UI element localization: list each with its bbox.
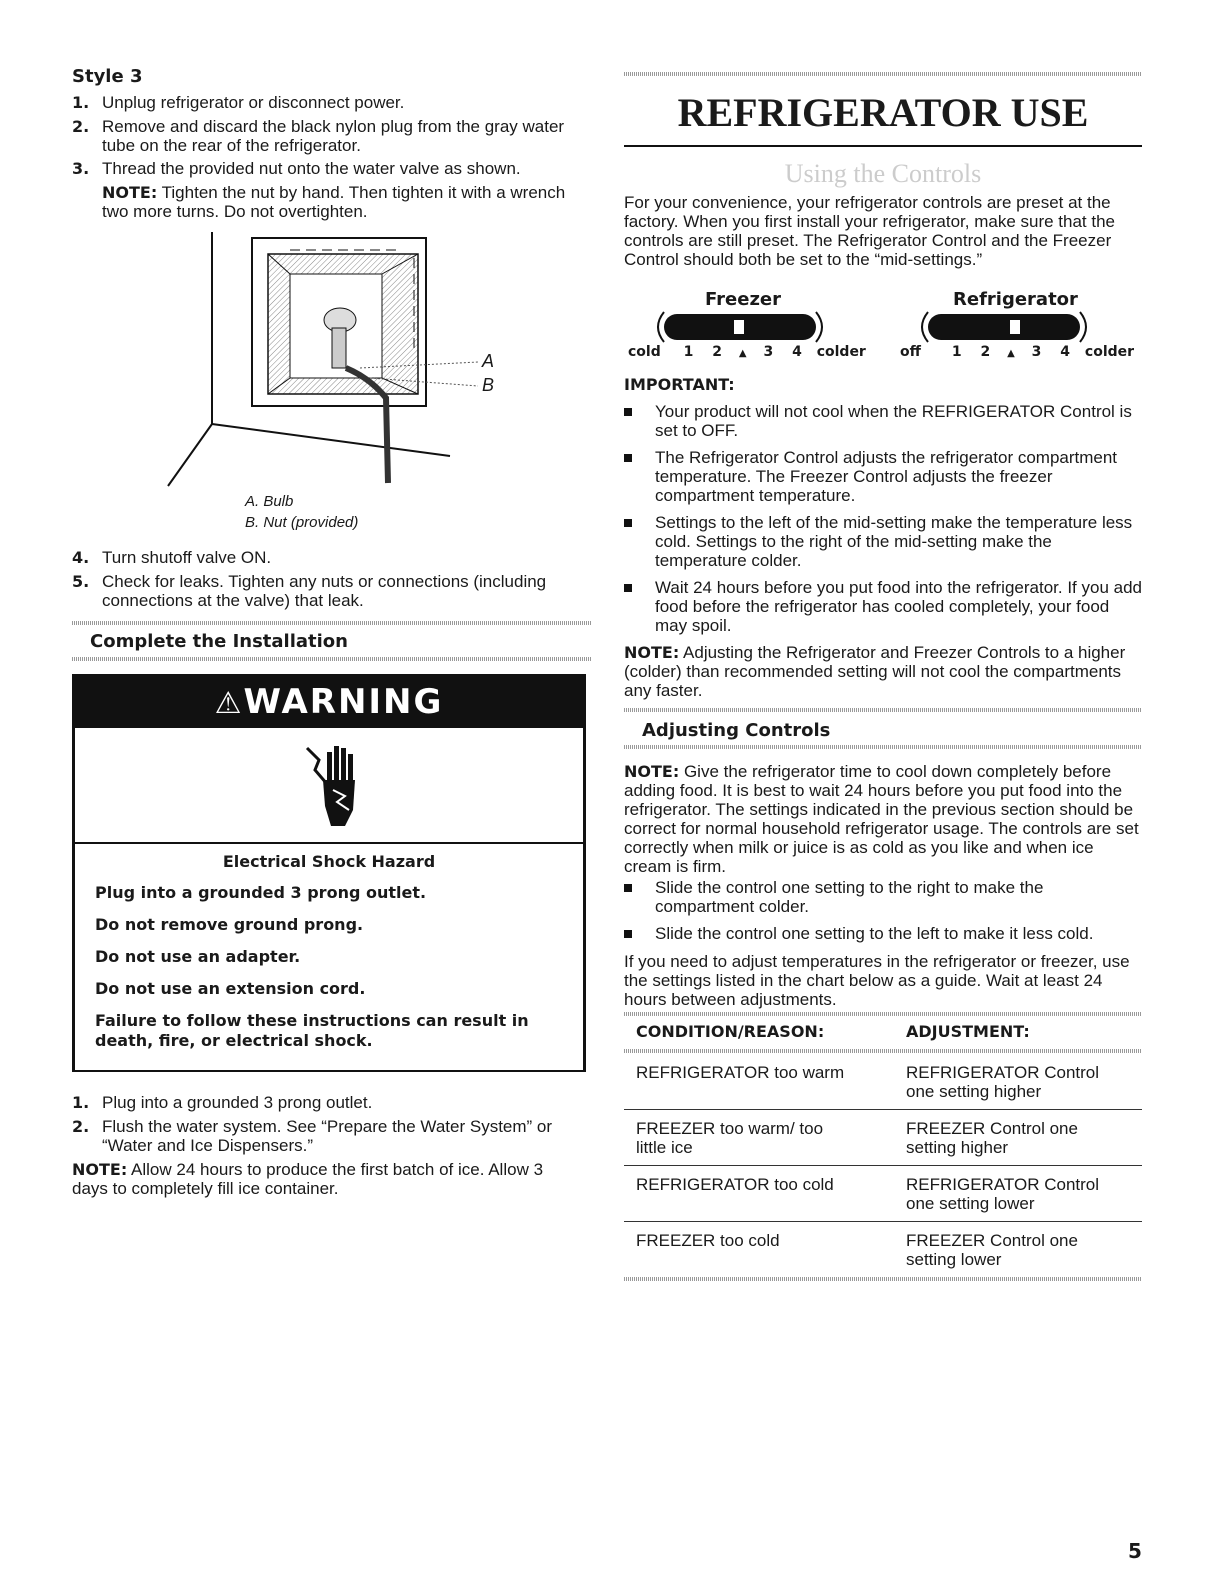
adjusting-note: NOTE: Give the refrigerator time to cool down completely before adding food. It is best to wait 24 hours before you put food into the refrigerator. The settings indicated in the previous section should be correct for normal household refrigerator usage. The controls are set correctly when milk or juice is as cold as you like and when ice cream is firm.: [624, 762, 1139, 876]
refrigerator-slider: [914, 310, 1094, 344]
water-valve-figure: [160, 228, 520, 488]
freezer-slider-knob: [734, 320, 744, 334]
intro-paragraph: For your convenience, your refrigerator controls are preset at the factory. When you first install your refrigerator, make sure that the controls are still preset. The Refrigerator Control and the Freezer Control should both be set to the “mid-settings.”: [624, 193, 1115, 269]
page-title: REFRIGERATOR USE: [677, 90, 1089, 135]
important-item: The Refrigerator Control adjusts the refrigerator compartment temperature. The Freezer Control adjusts the freezer compartment temperature.: [624, 448, 1144, 505]
warning-item: Do not use an extension cord.: [95, 979, 366, 998]
bullet-icon: [624, 584, 632, 592]
divider: [624, 1012, 1142, 1016]
complete-installation-heading: Complete the Installation: [90, 631, 348, 652]
adjust-item: Slide the control one setting to the left to make it less cold.: [624, 924, 1144, 943]
table-row-divider: [624, 1109, 1142, 1110]
important-item: Settings to the left of the mid-setting make the temperature less cold. Settings to the right of the mid-setting make the temperature colder.: [624, 513, 1144, 570]
caption-nut: B. Nut (provided): [245, 514, 359, 531]
bullet-icon: [624, 408, 632, 416]
style-heading: Style 3: [72, 66, 143, 87]
table-header-adjustment: ADJUSTMENT:: [906, 1022, 1030, 1041]
adjust-guide-paragraph: If you need to adjust temperatures in the refrigerator or freezer, use the settings listed in the chart below as a guide. Wait at least 24 hours between adjustments.: [624, 952, 1130, 1009]
section-subtitle: Using the Controls: [784, 159, 982, 188]
refrigerator-label: Refrigerator: [953, 289, 1078, 310]
note-tighten: NOTE: Tighten the nut by hand. Then tighten it with a wrench two more turns. Do not overtighten.: [102, 183, 566, 221]
table-row-divider: [624, 1165, 1142, 1166]
step-1: 1. Unplug refrigerator or disconnect power.: [72, 93, 405, 112]
shock-icon-area: [75, 728, 583, 844]
bullet-icon: [624, 454, 632, 462]
divider: [72, 657, 592, 661]
warning-triangle-icon: ⚠: [214, 686, 244, 721]
bullet-icon: [624, 519, 632, 527]
step-5: 5. Check for leaks. Tighten any nuts or connections (including connections at the valve) that leak.: [72, 572, 547, 610]
note-controls: NOTE: Adjusting the Refrigerator and Freezer Controls to a higher (colder) than recommended setting will not cool the compartments any faster.: [624, 643, 1126, 700]
step-4: 4. Turn shutoff valve ON.: [72, 548, 272, 567]
final-step-2: 2. Flush the water system. See “Prepare the Water System” or “Water and Ice Dispensers.”: [72, 1117, 553, 1155]
freezer-slider: [650, 310, 830, 344]
note-ice: NOTE: Allow 24 hours to produce the first batch of ice. Allow 3 days to completely fill ice container.: [72, 1160, 544, 1198]
divider: [624, 1277, 1142, 1281]
divider: [624, 1049, 1142, 1053]
table-cell-adjustment: REFRIGERATOR Control one setting higher: [906, 1063, 1100, 1101]
adjust-item: Slide the control one setting to the right to make the compartment colder.: [624, 878, 1144, 916]
warning-item: Do not remove ground prong.: [95, 915, 364, 934]
table-cell-condition: FREEZER too cold: [636, 1231, 780, 1250]
bullet-icon: [624, 884, 632, 892]
step-3: 3. Thread the provided nut onto the water valve as shown.: [72, 159, 521, 178]
final-step-1: 1. Plug into a grounded 3 prong outlet.: [72, 1093, 373, 1112]
warning-item: Failure to follow these instructions can result in death, fire, or electrical shock.: [95, 1011, 529, 1050]
table-cell-adjustment: REFRIGERATOR Control one setting lower: [906, 1175, 1100, 1213]
divider: [624, 745, 1142, 749]
mid-setting-marker-icon: ▲: [738, 348, 747, 359]
important-label: IMPORTANT:: [624, 375, 735, 394]
table-row-divider: [624, 1221, 1142, 1222]
electrical-shock-icon: [305, 740, 365, 830]
refrigerator-slider-knob: [1010, 320, 1020, 334]
table-cell-condition: REFRIGERATOR too cold: [636, 1175, 834, 1194]
table-header-condition: CONDITION/REASON:: [636, 1022, 825, 1041]
important-item: Your product will not cool when the REFRIGERATOR Control is set to OFF.: [624, 402, 1144, 440]
page-number: 5: [1128, 1539, 1142, 1563]
table-cell-adjustment: FREEZER Control one setting higher: [906, 1119, 1078, 1157]
important-item: Wait 24 hours before you put food into the refrigerator. If you add food before the refrigerator has cooled completely, your food may spoil.: [624, 578, 1144, 635]
figure-label-a: A: [482, 351, 495, 371]
bullet-icon: [624, 930, 632, 938]
warning-item: Plug into a grounded 3 prong outlet.: [95, 883, 427, 902]
divider: [624, 72, 1142, 76]
table-cell-condition: REFRIGERATOR too warm: [636, 1063, 845, 1082]
freezer-label: Freezer: [705, 289, 781, 310]
figure-label-b: B: [482, 375, 495, 395]
mid-setting-marker-icon: ▲: [1007, 348, 1015, 359]
hazard-title: Electrical Shock Hazard: [222, 852, 436, 871]
divider: [72, 621, 592, 625]
warning-header: ⚠WARNING: [75, 676, 583, 728]
title-rule: [624, 145, 1142, 147]
adjusting-controls-heading: Adjusting Controls: [642, 720, 831, 741]
table-cell-condition: FREEZER too warm/ too little ice: [636, 1119, 824, 1157]
step-2: 2. Remove and discard the black nylon plug from the gray water tube on the rear of the refrigerator.: [72, 117, 565, 155]
caption-bulb: A. Bulb: [245, 493, 294, 510]
divider: [624, 708, 1142, 712]
freezer-scale: cold 1 2 ▲ 3 4 colder: [628, 344, 866, 360]
warning-item: Do not use an adapter.: [95, 947, 301, 966]
refrigerator-scale: off 1 2 ▲ 3 4 colder: [900, 344, 1135, 360]
table-cell-adjustment: FREEZER Control one setting lower: [906, 1231, 1078, 1269]
